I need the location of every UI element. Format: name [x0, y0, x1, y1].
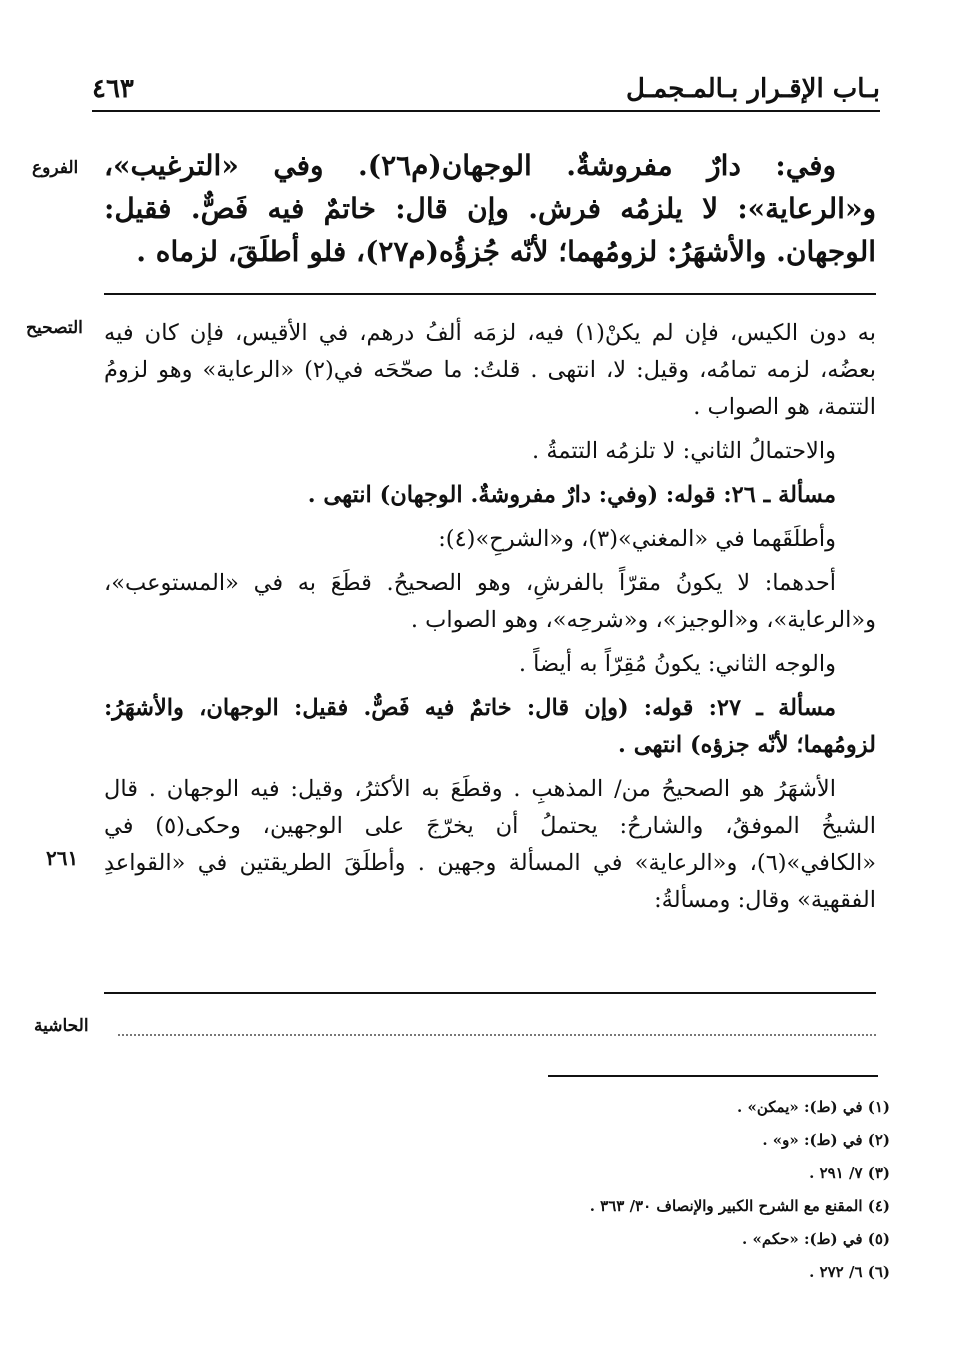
- section-divider: [104, 293, 876, 295]
- footnote: (١) في (ط): «يمكن» .: [737, 1098, 890, 1116]
- side-label-hashiya: الحاشية: [34, 1016, 89, 1036]
- tashih-paragraph: الأشهَرُ هو الصحيحُ من/ المذهبِ . وقطَعَ به الأكثرُ، وقيل: فيه الوجهان . قال الشيخُ الموفقُ، والشارحُ: يحتملُ أن يخرّجَ على الوجهين، وحكى(٥) في «الكافي»(٦)، و«الرعاية» في المسألة وجهين . وأطلَقَ الطريقتين في «القواعدِ الفقهية» وقال: ومسألةُ:: [104, 776, 876, 913]
- masala-27-paragraph: مسألة ـ ٢٧: قوله: (وإن قال: خاتمٌ فيه فَصٌّ. فقيل: الوجهان، والأشهَرُ: لزومُهما؛ لأنّه جزؤه) انتهى .: [104, 695, 876, 758]
- footnotes: [300, 1093, 890, 1291]
- tashih-paragraph: أحدهما: لا يكونُ مقرّاً بالفرشِ، وهو الصحيحُ. قطَعَ به في «المستوعب»، و«الرعاية»، و«الوجيز»، و«شرحِه»، وهو الصواب .: [104, 570, 876, 633]
- furu-paragraph: وفي: دارٌ مفروشةٌ. الوجهان(م٢٦). وفي «الترغيب»، و«الرعاية»: لا يلزمُه فرش. وإن قال: خاتمٌ فيه فَصٌّ. فقيل: الوجهان. والأشهَرُ: لزومُهما؛ لأنّه جُزؤُه(م٢٧)، فلو أطلَقَ، لزماه .: [104, 149, 876, 268]
- tashih-section: [104, 315, 876, 919]
- tashih-paragraph: به دون الكيس، فإن لم يكنْ(١) فيه، لزمَه ألفُ درهم، في الأقيس، فإن كان فيه بعضُه، لزمه تمامُه، وقيل: لا، انتهى . قلتُ: ما صحّحَه في(٢) «الرعاية» وهو لزومُ التتمة، هو الصواب .: [104, 320, 876, 420]
- header-rule: [92, 110, 880, 112]
- furu-section: [104, 144, 876, 273]
- side-label-furu: الفروع: [32, 158, 79, 178]
- footnote-rule: [548, 1075, 878, 1077]
- side-label-tashih: التصحيح: [26, 318, 83, 338]
- page-header: [92, 74, 880, 110]
- chapter-title: بـاب الإقـرار بـالمـجمـل: [625, 74, 880, 104]
- tashih-paragraph: والاحتمالُ الثاني: لا تلزمُه التتمةُ .: [532, 438, 836, 464]
- page-number: ٤٦٣: [92, 74, 134, 104]
- manuscript-page-number: ٢٦١: [46, 846, 79, 870]
- tashih-paragraph: وأطلَقَهما في «المغني»(٣)، و«الشرحِ»(٤):: [438, 526, 836, 552]
- text-end-rule: [104, 992, 876, 994]
- tashih-paragraph: والوجه الثاني: يكونُ مُقِرّاً به أيضاً .: [518, 651, 836, 677]
- footnote: (٣) ٧/ ٢٩١ .: [809, 1164, 890, 1182]
- footnote: (٥) في (ط): «حكم» .: [742, 1230, 890, 1248]
- masala-26-paragraph: مسألة ـ ٢٦: قوله: (وفي: دارٌ مفروشةٌ. الوجهان) انتهى .: [307, 482, 836, 508]
- footnote: (٢) في (ط): «و» .: [762, 1131, 890, 1149]
- footnote: (٦) ٦/ ٢٧٢ .: [809, 1263, 890, 1281]
- hashiya-dotted-line: [118, 1034, 876, 1036]
- footnote: (٤) المقنع مع الشرح الكبير والإنصاف ٣٠/ ٣٦٣ .: [589, 1197, 890, 1215]
